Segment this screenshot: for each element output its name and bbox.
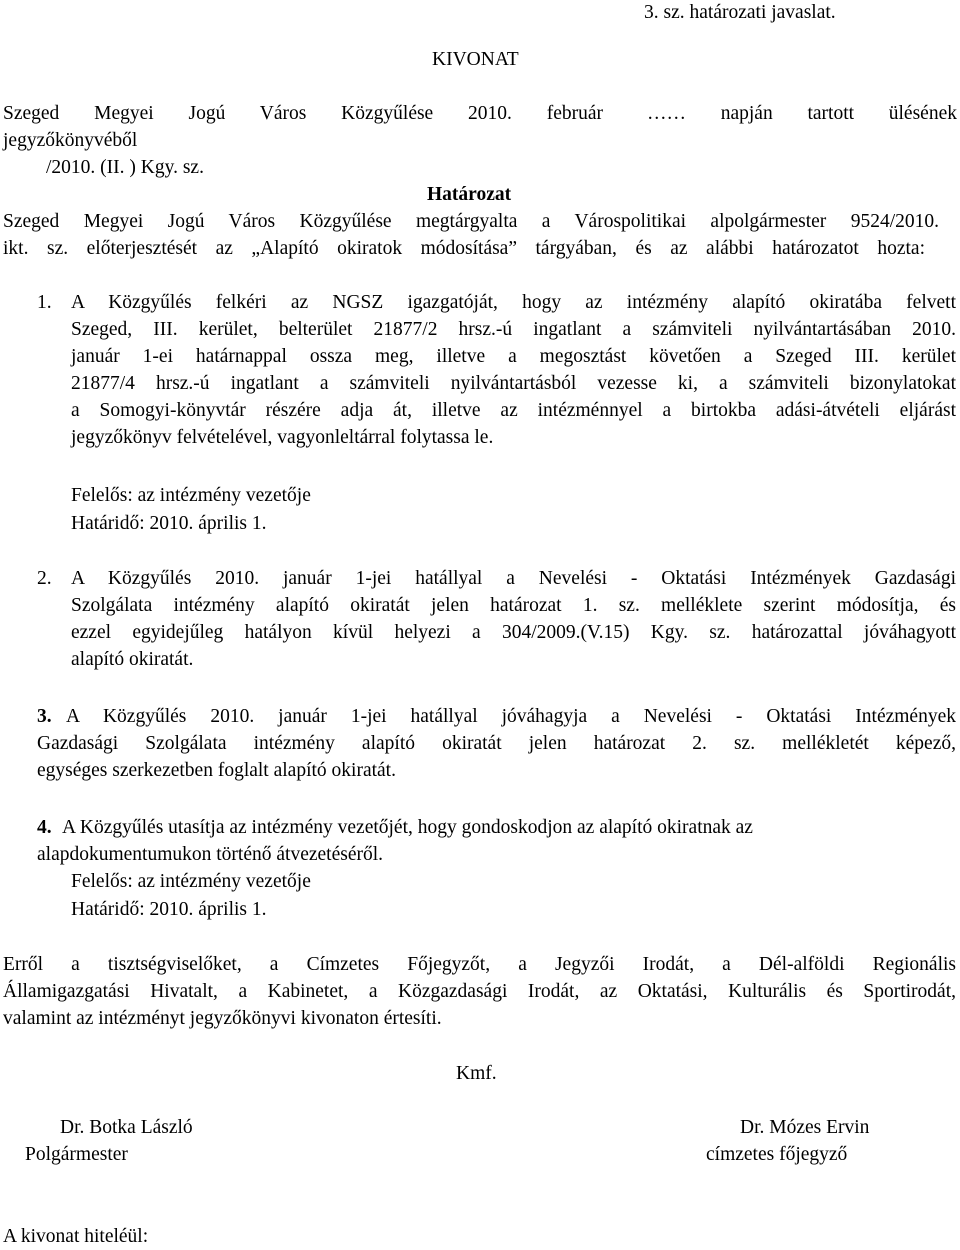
- item-2-line: alapító okiratát.: [71, 649, 194, 670]
- item-1-line: Szeged, III. kerület, belterület 21877/2 hrsz.-ú ingatlant a számviteli nyilvántartásában 2010.: [71, 319, 956, 340]
- item-4-line: A Közgyűlés utasítja az intézmény vezetőjét, hogy gondoskodjon az alapító okiratnak az: [62, 817, 753, 838]
- item-2-line: Szolgálata intézmény alapító okiratát jelen határozat 1. sz. melléklete szerint módosítja, és: [71, 595, 956, 616]
- notify-line: Erről a tisztségviselőket, a Címzetes Főjegyzőt, a Jegyzői Irodát, a Dél-alföldi Regionális: [3, 954, 956, 975]
- item-1-line: a Somogyi-könyvtár részére adja át, illetve az intézménnyel a birtokba adási-átvételi eljárást: [71, 400, 956, 421]
- item-3-line: Gazdasági Szolgálata intézmény alapító okiratát jelen határozat 2. sz. mellékletét képező,: [37, 733, 956, 754]
- signer-right-title: címzetes főjegyző: [706, 1144, 848, 1165]
- item-1-line: 21877/4 hrsz.-ú ingatlant a számviteli nyilvántartásból vezesse ki, a számviteli bizonylatokat: [71, 373, 956, 394]
- item-1-responsible: Felelős: az intézmény vezetője: [71, 485, 311, 506]
- notify-line: valamint az intézményt jegyzőkönyvi kivonaton értesíti.: [3, 1008, 442, 1029]
- item-3-line: A Közgyűlés 2010. január 1-jei hatállyal jóváhagyja a Nevelési - Oktatási Intézmények: [66, 706, 956, 727]
- meeting-line-2: jegyzőkönyvéből: [3, 130, 138, 151]
- item-2-number: 2.: [37, 568, 52, 589]
- doc-title: KIVONAT: [432, 49, 519, 70]
- notify-line: Államigazgatási Hivatalt, a Kabinetet, a Közgazdasági Irodát, az Oktatási, Kulturális és Sportirodát,: [3, 981, 956, 1002]
- item-1-line: A Közgyűlés felkéri az NGSZ igazgatóját, hogy az intézmény alapító okiratába felvett: [71, 292, 956, 313]
- resolution-number: /2010. (II. ) Kgy. sz.: [46, 157, 204, 178]
- signer-right-name: Dr. Mózes Ervin: [740, 1117, 870, 1138]
- intro-line-2: ikt. sz. előterjesztését az „Alapító okiratok módosítása” tárgyában, és az alábbi határozatot hozta:: [3, 238, 925, 259]
- resolution-heading: Határozat: [427, 184, 512, 205]
- item-1-number: 1.: [37, 292, 52, 313]
- item-3-line: egységes szerkezetben foglalt alapító okiratát.: [37, 760, 396, 781]
- item-1-line: január 1-ei határnappal ossza meg, illetve a megosztást követően a Szeged III. kerület: [71, 346, 956, 367]
- item-4-number: 4.: [37, 817, 52, 838]
- item-4-line: alapdokumentumukon történő átvezetéséről.: [37, 844, 384, 865]
- kmf: Kmf.: [456, 1063, 497, 1084]
- signer-left-title: Polgármester: [25, 1144, 128, 1165]
- item-1-line: jegyzőkönyv felvételével, vagyonleltárral folytassa le.: [71, 427, 494, 448]
- item-3-number: 3.: [37, 706, 52, 727]
- item-1-deadline: Határidő: 2010. április 1.: [71, 513, 267, 534]
- item-2-line: A Közgyűlés 2010. január 1-jei hatállyal a Nevelési - Oktatási Intézmények Gazdasági: [71, 568, 956, 589]
- signer-left-name: Dr. Botka László: [60, 1117, 193, 1138]
- item-4-responsible: Felelős: az intézmény vezetője: [71, 871, 311, 892]
- header-note: 3. sz. határozati javaslat.: [644, 2, 836, 23]
- meeting-line-left: Szeged Megyei Jogú Város Közgyűlése 2010. február: [3, 103, 603, 124]
- meeting-line-right: …… napján tartott ülésének: [647, 103, 957, 124]
- intro-line-1: Szeged Megyei Jogú Város Közgyűlése megtárgyalta a Várospolitikai alpolgármester 9524/2010.: [3, 211, 939, 232]
- item-4-deadline: Határidő: 2010. április 1.: [71, 899, 267, 920]
- certify-label: A kivonat hiteléül:: [3, 1226, 149, 1247]
- item-2-line: ezzel egyidejűleg hatályon kívül helyezi a 304/2009.(V.15) Kgy. sz. határozattal jóváhagyott: [71, 622, 956, 643]
